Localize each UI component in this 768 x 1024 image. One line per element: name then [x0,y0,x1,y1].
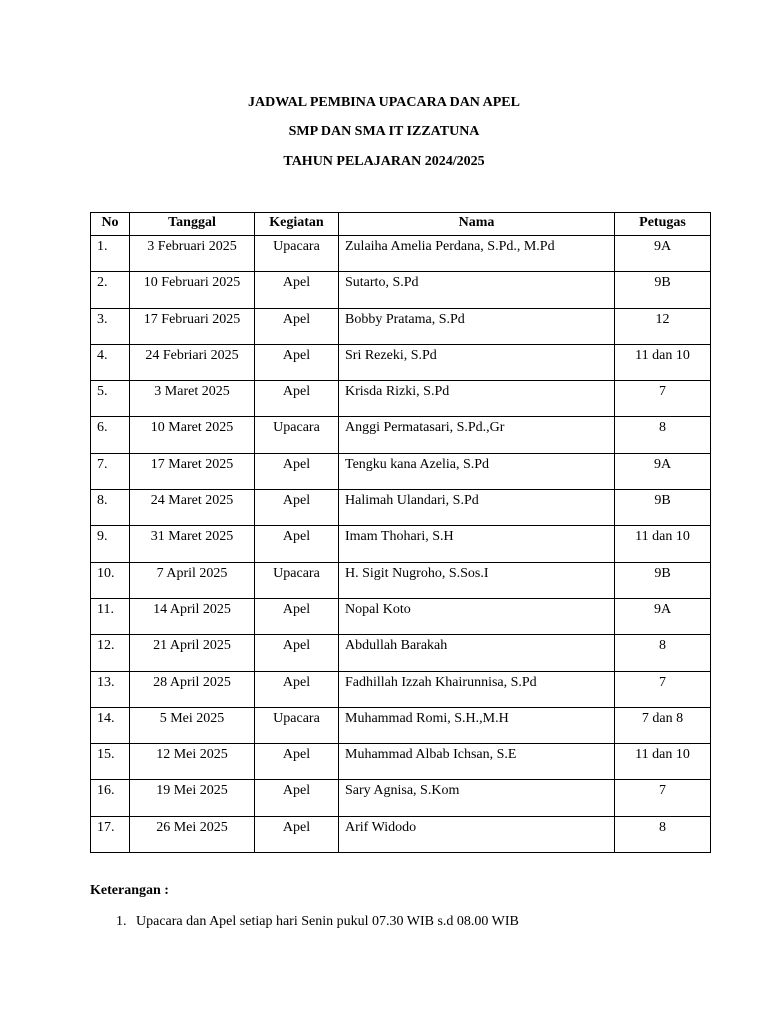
table-row [91,671,711,707]
cell-no: 10. [91,562,130,598]
cell-kegiatan: Apel [255,308,339,344]
cell-tanggal: 28 April 2025 [130,671,255,707]
table-row [91,453,711,489]
cell-nama: Sutarto, S.Pd [339,272,615,308]
cell-nama: Bobby Pratama, S.Pd [339,308,615,344]
cell-nama: Abdullah Barakah [339,635,615,671]
table-row [91,598,711,634]
cell-petugas: 8 [615,417,711,453]
cell-no: 1. [91,236,130,272]
list-item-text: Upacara dan Apel setiap hari Senin pukul 07.30 WIB s.d 08.00 WIB [136,914,519,929]
cell-petugas: 9B [615,490,711,526]
cell-kegiatan: Upacara [255,707,339,743]
table-row [91,381,711,417]
cell-no: 7. [91,453,130,489]
header-tanggal: Tanggal [130,213,255,236]
cell-tanggal: 26 Mei 2025 [130,816,255,852]
cell-kegiatan: Apel [255,453,339,489]
cell-petugas: 7 [615,780,711,816]
table-header-row [91,213,711,236]
table-row [91,816,711,852]
cell-tanggal: 5 Mei 2025 [130,707,255,743]
cell-nama: H. Sigit Nugroho, S.Sos.I [339,562,615,598]
cell-kegiatan: Upacara [255,562,339,598]
cell-no: 5. [91,381,130,417]
header-nama: Nama [339,213,615,236]
cell-kegiatan: Apel [255,671,339,707]
cell-tanggal: 3 Maret 2025 [130,381,255,417]
cell-kegiatan: Apel [255,635,339,671]
cell-kegiatan: Apel [255,526,339,562]
cell-tanggal: 17 Februari 2025 [130,308,255,344]
cell-no: 15. [91,744,130,780]
cell-tanggal: 3 Februari 2025 [130,236,255,272]
cell-nama: Tengku kana Azelia, S.Pd [339,453,615,489]
cell-nama: Nopal Koto [339,598,615,634]
cell-no: 12. [91,635,130,671]
document-subtitle-school: SMP DAN SMA IT IZZATUNA [288,124,480,139]
cell-no: 17. [91,816,130,852]
header-kegiatan: Kegiatan [255,213,339,236]
cell-nama: Muhammad Romi, S.H.,M.H [339,707,615,743]
cell-no: 9. [91,526,130,562]
cell-petugas: 9A [615,453,711,489]
cell-nama: Halimah Ulandari, S.Pd [339,490,615,526]
table-row [91,236,711,272]
cell-tanggal: 7 April 2025 [130,562,255,598]
cell-nama: Sri Rezeki, S.Pd [339,344,615,380]
cell-nama: Sary Agnisa, S.Kom [339,780,615,816]
cell-petugas: 9A [615,598,711,634]
table-row [91,562,711,598]
table-row [91,344,711,380]
cell-tanggal: 24 Febriari 2025 [130,344,255,380]
cell-tanggal: 19 Mei 2025 [130,780,255,816]
table-row [91,744,711,780]
table-row [91,780,711,816]
cell-no: 4. [91,344,130,380]
cell-kegiatan: Apel [255,381,339,417]
cell-no: 2. [91,272,130,308]
cell-tanggal: 10 Maret 2025 [130,417,255,453]
header-no: No [91,213,130,236]
cell-petugas: 11 dan 10 [615,344,711,380]
cell-petugas: 7 [615,381,711,417]
list-item [90,913,519,931]
cell-tanggal: 24 Maret 2025 [130,490,255,526]
cell-petugas: 9B [615,562,711,598]
cell-tanggal: 12 Mei 2025 [130,744,255,780]
cell-kegiatan: Apel [255,272,339,308]
cell-kegiatan: Upacara [255,236,339,272]
cell-petugas: 7 [615,671,711,707]
list-item-number: 1. [116,914,127,929]
cell-tanggal: 17 Maret 2025 [130,453,255,489]
cell-kegiatan: Apel [255,744,339,780]
cell-no: 11. [91,598,130,634]
table-row [91,526,711,562]
cell-nama: Krisda Rizki, S.Pd [339,381,615,417]
cell-no: 14. [91,707,130,743]
cell-petugas: 8 [615,816,711,852]
cell-tanggal: 14 April 2025 [130,598,255,634]
notes-list [90,913,519,931]
cell-kegiatan: Apel [255,344,339,380]
cell-petugas: 11 dan 10 [615,744,711,780]
cell-nama: Imam Thohari, S.H [339,526,615,562]
cell-petugas: 9A [615,236,711,272]
table-row [91,707,711,743]
cell-petugas: 7 dan 8 [615,707,711,743]
table-row [91,272,711,308]
notes-heading: Keterangan : [90,883,169,898]
cell-nama: Zulaiha Amelia Perdana, S.Pd., M.Pd [339,236,615,272]
schedule-table [90,212,711,853]
cell-no: 6. [91,417,130,453]
document-subtitle-year: TAHUN PELAJARAN 2024/2025 [283,154,485,169]
cell-petugas: 12 [615,308,711,344]
cell-nama: Anggi Permatasari, S.Pd.,Gr [339,417,615,453]
table-row [91,308,711,344]
table-row [91,635,711,671]
cell-no: 16. [91,780,130,816]
cell-petugas: 11 dan 10 [615,526,711,562]
cell-petugas: 9B [615,272,711,308]
table-row [91,417,711,453]
cell-nama: Fadhillah Izzah Khairunnisa, S.Pd [339,671,615,707]
document-title: JADWAL PEMBINA UPACARA DAN APEL [248,95,520,110]
header-petugas: Petugas [615,213,711,236]
cell-petugas: 8 [615,635,711,671]
cell-no: 8. [91,490,130,526]
table-row [91,490,711,526]
cell-kegiatan: Apel [255,490,339,526]
cell-kegiatan: Apel [255,598,339,634]
table-body [91,236,711,853]
cell-nama: Arif Widodo [339,816,615,852]
cell-tanggal: 10 Februari 2025 [130,272,255,308]
cell-kegiatan: Apel [255,780,339,816]
cell-tanggal: 31 Maret 2025 [130,526,255,562]
cell-kegiatan: Apel [255,816,339,852]
cell-no: 3. [91,308,130,344]
cell-no: 13. [91,671,130,707]
cell-nama: Muhammad Albab Ichsan, S.E [339,744,615,780]
cell-tanggal: 21 April 2025 [130,635,255,671]
cell-kegiatan: Upacara [255,417,339,453]
